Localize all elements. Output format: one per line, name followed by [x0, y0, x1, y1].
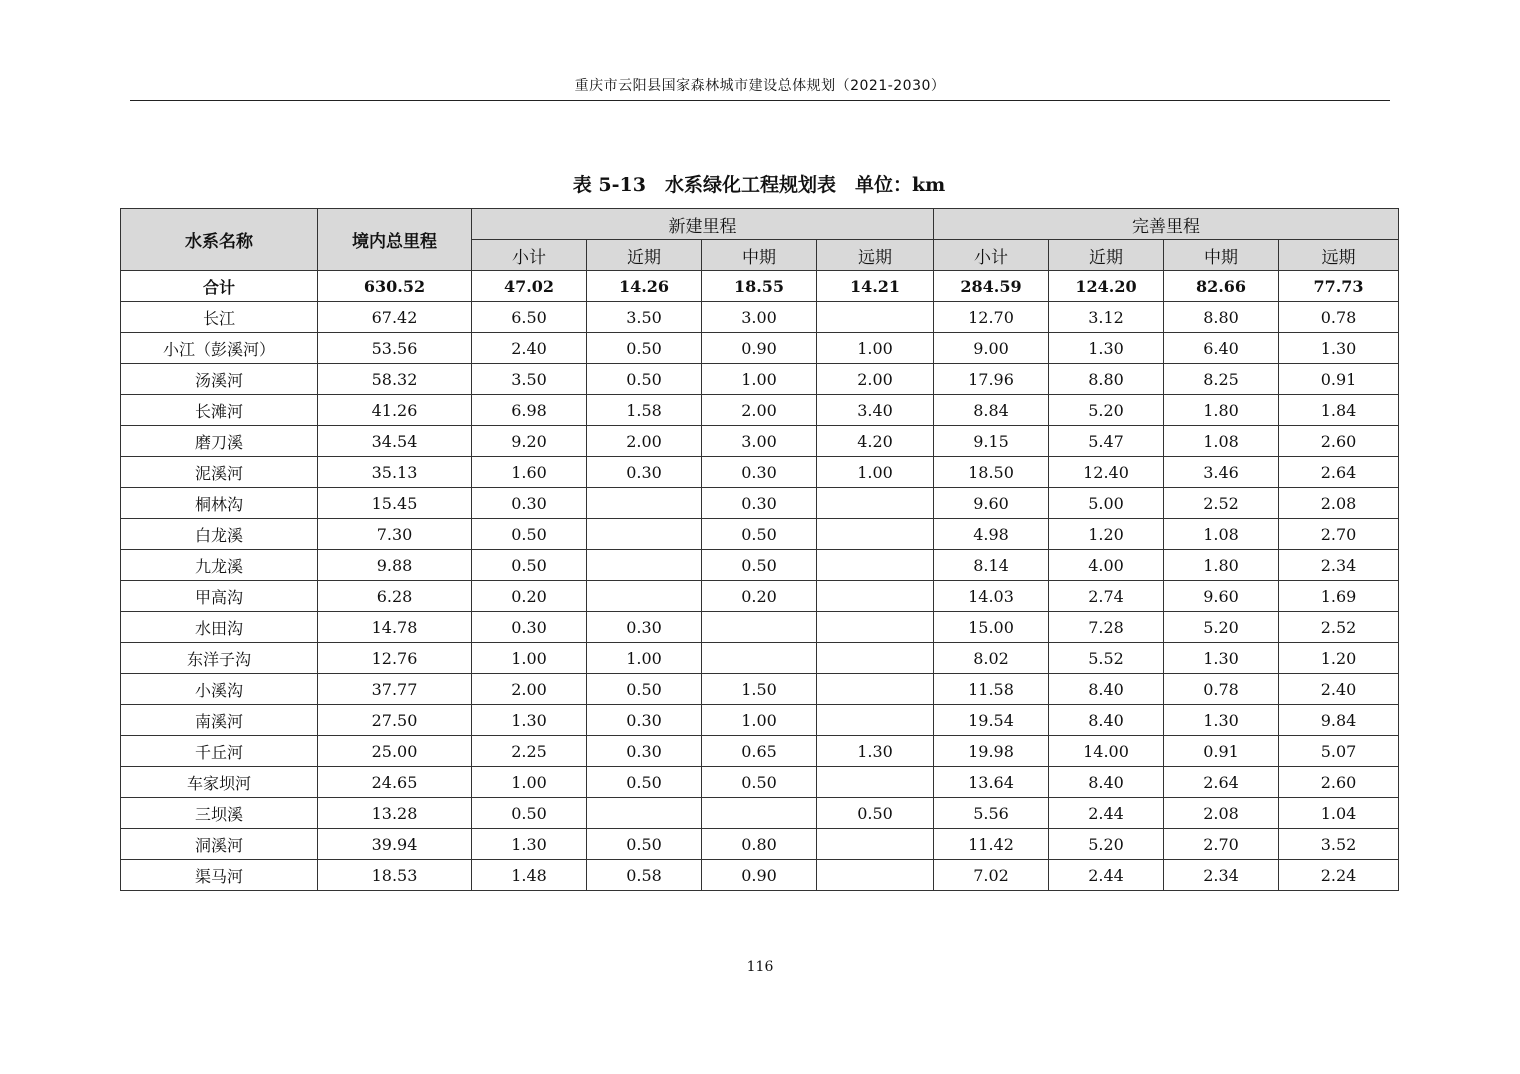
cell-improve-subtotal: 8.02 — [934, 643, 1049, 674]
cell-total-length: 630.52 — [318, 271, 472, 302]
cell-improve-short-term: 4.00 — [1049, 550, 1164, 581]
cell-total-length: 34.54 — [318, 426, 472, 457]
cell-total-length: 25.00 — [318, 736, 472, 767]
cell-new-long-term — [817, 860, 934, 891]
cell-new-mid-term: 0.90 — [702, 333, 817, 364]
table-row — [121, 736, 1399, 767]
cell-improve-short-term: 8.80 — [1049, 364, 1164, 395]
cell-new-short-term: 0.50 — [587, 333, 702, 364]
cell-improve-long-term: 2.40 — [1279, 674, 1399, 705]
cell-new-long-term — [817, 302, 934, 333]
cell-improve-long-term: 1.69 — [1279, 581, 1399, 612]
cell-improve-long-term: 77.73 — [1279, 271, 1399, 302]
cell-total-length: 15.45 — [318, 488, 472, 519]
table-row — [121, 519, 1399, 550]
cell-improve-mid-term: 1.30 — [1164, 705, 1279, 736]
cell-new-subtotal: 2.00 — [472, 674, 587, 705]
cell-new-mid-term: 0.50 — [702, 519, 817, 550]
cell-water-system-name: 车家坝河 — [121, 767, 318, 798]
cell-new-subtotal: 0.50 — [472, 550, 587, 581]
cell-improve-subtotal: 8.14 — [934, 550, 1049, 581]
cell-new-short-term: 0.58 — [587, 860, 702, 891]
cell-improve-mid-term: 1.80 — [1164, 550, 1279, 581]
cell-water-system-name: 桐林沟 — [121, 488, 318, 519]
cell-new-mid-term: 1.00 — [702, 364, 817, 395]
cell-total-length: 58.32 — [318, 364, 472, 395]
cell-new-mid-term — [702, 798, 817, 829]
table-row — [121, 674, 1399, 705]
cell-water-system-name: 合计 — [121, 271, 318, 302]
cell-improve-subtotal: 18.50 — [934, 457, 1049, 488]
cell-improve-mid-term: 1.08 — [1164, 426, 1279, 457]
table-row — [121, 705, 1399, 736]
cell-new-subtotal: 0.50 — [472, 519, 587, 550]
cell-total-length: 12.76 — [318, 643, 472, 674]
table-row — [121, 798, 1399, 829]
header-improve-long-term: 远期 — [1279, 240, 1399, 271]
cell-new-long-term — [817, 550, 934, 581]
table-row — [121, 302, 1399, 333]
table-row — [121, 426, 1399, 457]
cell-new-mid-term: 1.50 — [702, 674, 817, 705]
cell-improve-short-term: 5.00 — [1049, 488, 1164, 519]
header-new-mid-term: 中期 — [702, 240, 817, 271]
cell-improve-subtotal: 8.84 — [934, 395, 1049, 426]
cell-improve-subtotal: 9.00 — [934, 333, 1049, 364]
cell-improve-mid-term: 2.08 — [1164, 798, 1279, 829]
cell-water-system-name: 南溪河 — [121, 705, 318, 736]
cell-total-length: 41.26 — [318, 395, 472, 426]
cell-improve-long-term: 1.20 — [1279, 643, 1399, 674]
cell-new-mid-term — [702, 612, 817, 643]
cell-new-short-term: 1.00 — [587, 643, 702, 674]
cell-improve-short-term: 1.30 — [1049, 333, 1164, 364]
cell-improve-short-term: 124.20 — [1049, 271, 1164, 302]
cell-water-system-name: 千丘河 — [121, 736, 318, 767]
cell-new-short-term: 2.00 — [587, 426, 702, 457]
cell-new-long-term — [817, 767, 934, 798]
cell-improve-mid-term: 3.46 — [1164, 457, 1279, 488]
cell-new-short-term: 3.50 — [587, 302, 702, 333]
cell-improve-subtotal: 9.15 — [934, 426, 1049, 457]
cell-new-long-term — [817, 705, 934, 736]
cell-new-mid-term: 18.55 — [702, 271, 817, 302]
cell-water-system-name: 长滩河 — [121, 395, 318, 426]
cell-improve-mid-term: 6.40 — [1164, 333, 1279, 364]
cell-new-subtotal: 1.60 — [472, 457, 587, 488]
cell-improve-long-term: 2.52 — [1279, 612, 1399, 643]
cell-improve-subtotal: 19.98 — [934, 736, 1049, 767]
cell-water-system-name: 汤溪河 — [121, 364, 318, 395]
cell-new-long-term — [817, 829, 934, 860]
cell-improve-long-term: 2.60 — [1279, 426, 1399, 457]
cell-total-length: 7.30 — [318, 519, 472, 550]
cell-total-length: 6.28 — [318, 581, 472, 612]
cell-improve-subtotal: 17.96 — [934, 364, 1049, 395]
cell-improve-short-term: 2.44 — [1049, 798, 1164, 829]
cell-new-long-term: 1.00 — [817, 333, 934, 364]
cell-improve-mid-term: 8.80 — [1164, 302, 1279, 333]
cell-new-short-term: 0.50 — [587, 829, 702, 860]
table-row — [121, 333, 1399, 364]
cell-new-long-term: 3.40 — [817, 395, 934, 426]
cell-new-subtotal: 2.40 — [472, 333, 587, 364]
page-number: 116 — [746, 959, 774, 975]
cell-water-system-name: 洞溪河 — [121, 829, 318, 860]
cell-new-short-term: 0.50 — [587, 674, 702, 705]
cell-water-system-name: 九龙溪 — [121, 550, 318, 581]
cell-improve-mid-term: 2.34 — [1164, 860, 1279, 891]
cell-new-long-term — [817, 674, 934, 705]
table-row — [121, 767, 1399, 798]
cell-new-long-term: 4.20 — [817, 426, 934, 457]
cell-improve-long-term: 2.70 — [1279, 519, 1399, 550]
cell-new-mid-term: 0.30 — [702, 488, 817, 519]
header-improve-mid-term: 中期 — [1164, 240, 1279, 271]
cell-improve-long-term: 1.30 — [1279, 333, 1399, 364]
cell-new-subtotal: 1.30 — [472, 705, 587, 736]
cell-new-mid-term: 0.50 — [702, 550, 817, 581]
cell-water-system-name: 水田沟 — [121, 612, 318, 643]
cell-water-system-name: 渠马河 — [121, 860, 318, 891]
cell-improve-short-term: 8.40 — [1049, 674, 1164, 705]
cell-improve-short-term: 5.52 — [1049, 643, 1164, 674]
cell-improve-subtotal: 5.56 — [934, 798, 1049, 829]
cell-new-short-term: 0.30 — [587, 457, 702, 488]
running-header: 重庆市云阳县国家森林城市建设总体规划（2021-2030） — [130, 72, 1390, 101]
table-row — [121, 581, 1399, 612]
header-improve-short-term: 近期 — [1049, 240, 1164, 271]
cell-improve-subtotal: 12.70 — [934, 302, 1049, 333]
cell-improve-short-term: 12.40 — [1049, 457, 1164, 488]
cell-new-short-term: 0.50 — [587, 767, 702, 798]
cell-improve-long-term: 1.84 — [1279, 395, 1399, 426]
cell-new-short-term — [587, 550, 702, 581]
cell-improve-long-term: 2.60 — [1279, 767, 1399, 798]
cell-water-system-name: 磨刀溪 — [121, 426, 318, 457]
cell-improve-long-term: 2.24 — [1279, 860, 1399, 891]
cell-improve-short-term: 2.74 — [1049, 581, 1164, 612]
table-body — [121, 271, 1399, 891]
cell-total-length: 37.77 — [318, 674, 472, 705]
cell-total-length: 24.65 — [318, 767, 472, 798]
cell-total-length: 39.94 — [318, 829, 472, 860]
header-new-long-term: 远期 — [817, 240, 934, 271]
cell-improve-short-term: 5.20 — [1049, 395, 1164, 426]
cell-improve-mid-term: 2.70 — [1164, 829, 1279, 860]
cell-improve-subtotal: 15.00 — [934, 612, 1049, 643]
cell-improve-mid-term: 0.78 — [1164, 674, 1279, 705]
cell-total-length: 13.28 — [318, 798, 472, 829]
cell-total-length: 35.13 — [318, 457, 472, 488]
cell-water-system-name: 白龙溪 — [121, 519, 318, 550]
cell-new-short-term — [587, 798, 702, 829]
cell-new-subtotal: 0.30 — [472, 488, 587, 519]
header-total-length: 境内总里程 — [318, 209, 472, 271]
cell-improve-long-term: 1.04 — [1279, 798, 1399, 829]
cell-total-length: 53.56 — [318, 333, 472, 364]
header-row-group — [121, 209, 1399, 240]
cell-new-short-term: 0.30 — [587, 705, 702, 736]
table-row — [121, 364, 1399, 395]
table-row — [121, 612, 1399, 643]
cell-improve-mid-term: 1.80 — [1164, 395, 1279, 426]
cell-improve-mid-term: 2.64 — [1164, 767, 1279, 798]
cell-water-system-name: 小江（彭溪河） — [121, 333, 318, 364]
cell-improve-short-term: 7.28 — [1049, 612, 1164, 643]
cell-water-system-name: 三坝溪 — [121, 798, 318, 829]
cell-new-mid-term: 0.20 — [702, 581, 817, 612]
cell-new-short-term — [587, 488, 702, 519]
cell-water-system-name: 长江 — [121, 302, 318, 333]
cell-water-system-name: 小溪沟 — [121, 674, 318, 705]
cell-new-mid-term: 0.80 — [702, 829, 817, 860]
cell-new-long-term: 2.00 — [817, 364, 934, 395]
cell-new-long-term — [817, 612, 934, 643]
cell-improve-mid-term: 0.91 — [1164, 736, 1279, 767]
cell-water-system-name: 甲高沟 — [121, 581, 318, 612]
cell-new-short-term: 0.50 — [587, 364, 702, 395]
cell-new-subtotal: 6.98 — [472, 395, 587, 426]
cell-new-subtotal: 0.20 — [472, 581, 587, 612]
table-row — [121, 643, 1399, 674]
cell-improve-long-term: 2.08 — [1279, 488, 1399, 519]
cell-new-short-term — [587, 581, 702, 612]
cell-improve-subtotal: 13.64 — [934, 767, 1049, 798]
cell-improve-short-term: 14.00 — [1049, 736, 1164, 767]
table-head — [121, 209, 1399, 271]
cell-new-mid-term: 0.65 — [702, 736, 817, 767]
cell-improve-mid-term: 82.66 — [1164, 271, 1279, 302]
cell-improve-long-term: 2.64 — [1279, 457, 1399, 488]
cell-improve-short-term: 2.44 — [1049, 860, 1164, 891]
cell-improve-mid-term: 2.52 — [1164, 488, 1279, 519]
cell-new-short-term: 14.26 — [587, 271, 702, 302]
table-row — [121, 829, 1399, 860]
cell-new-subtotal: 1.30 — [472, 829, 587, 860]
cell-new-long-term — [817, 581, 934, 612]
cell-new-mid-term: 0.50 — [702, 767, 817, 798]
header-new-short-term: 近期 — [587, 240, 702, 271]
cell-improve-subtotal: 11.42 — [934, 829, 1049, 860]
cell-improve-subtotal: 4.98 — [934, 519, 1049, 550]
cell-improve-subtotal: 7.02 — [934, 860, 1049, 891]
cell-new-subtotal: 1.00 — [472, 643, 587, 674]
cell-total-length: 67.42 — [318, 302, 472, 333]
cell-total-length: 27.50 — [318, 705, 472, 736]
cell-new-long-term — [817, 643, 934, 674]
table-row — [121, 395, 1399, 426]
cell-improve-long-term: 9.84 — [1279, 705, 1399, 736]
cell-improve-subtotal: 11.58 — [934, 674, 1049, 705]
table-caption: 表 5-13 水系绿化工程规划表 单位：km — [572, 174, 946, 196]
cell-new-subtotal: 9.20 — [472, 426, 587, 457]
cell-water-system-name: 东洋子沟 — [121, 643, 318, 674]
cell-new-mid-term: 0.90 — [702, 860, 817, 891]
header-water-system-name: 水系名称 — [121, 209, 318, 271]
cell-new-long-term — [817, 488, 934, 519]
cell-total-length: 18.53 — [318, 860, 472, 891]
cell-total-length: 9.88 — [318, 550, 472, 581]
cell-new-long-term: 1.00 — [817, 457, 934, 488]
cell-improve-subtotal: 14.03 — [934, 581, 1049, 612]
cell-improve-subtotal: 284.59 — [934, 271, 1049, 302]
cell-new-subtotal: 0.50 — [472, 798, 587, 829]
cell-new-subtotal: 1.00 — [472, 767, 587, 798]
cell-improve-long-term: 0.78 — [1279, 302, 1399, 333]
cell-improve-mid-term: 9.60 — [1164, 581, 1279, 612]
cell-new-subtotal: 0.30 — [472, 612, 587, 643]
cell-improve-short-term: 1.20 — [1049, 519, 1164, 550]
cell-new-short-term: 0.30 — [587, 612, 702, 643]
cell-improve-mid-term: 1.08 — [1164, 519, 1279, 550]
cell-new-mid-term — [702, 643, 817, 674]
cell-improve-subtotal: 9.60 — [934, 488, 1049, 519]
cell-improve-long-term: 3.52 — [1279, 829, 1399, 860]
cell-water-system-name: 泥溪河 — [121, 457, 318, 488]
cell-improve-long-term: 5.07 — [1279, 736, 1399, 767]
header-new-subtotal: 小计 — [472, 240, 587, 271]
cell-new-long-term — [817, 519, 934, 550]
total-row — [121, 271, 1399, 302]
table-row — [121, 457, 1399, 488]
header-improve-subtotal: 小计 — [934, 240, 1049, 271]
cell-improve-short-term: 3.12 — [1049, 302, 1164, 333]
cell-total-length: 14.78 — [318, 612, 472, 643]
cell-new-mid-term: 3.00 — [702, 426, 817, 457]
cell-new-mid-term: 1.00 — [702, 705, 817, 736]
cell-new-mid-term: 2.00 — [702, 395, 817, 426]
cell-new-subtotal: 2.25 — [472, 736, 587, 767]
cell-improve-mid-term: 1.30 — [1164, 643, 1279, 674]
cell-new-short-term: 0.30 — [587, 736, 702, 767]
cell-new-short-term — [587, 519, 702, 550]
cell-new-long-term: 0.50 — [817, 798, 934, 829]
cell-new-mid-term: 3.00 — [702, 302, 817, 333]
cell-new-long-term: 1.30 — [817, 736, 934, 767]
table-row — [121, 550, 1399, 581]
cell-new-long-term: 14.21 — [817, 271, 934, 302]
cell-improve-long-term: 2.34 — [1279, 550, 1399, 581]
cell-new-subtotal: 47.02 — [472, 271, 587, 302]
cell-improve-short-term: 8.40 — [1049, 767, 1164, 798]
cell-improve-short-term: 5.20 — [1049, 829, 1164, 860]
cell-improve-subtotal: 19.54 — [934, 705, 1049, 736]
cell-improve-short-term: 8.40 — [1049, 705, 1164, 736]
cell-new-subtotal: 3.50 — [472, 364, 587, 395]
cell-improve-mid-term: 5.20 — [1164, 612, 1279, 643]
cell-improve-short-term: 5.47 — [1049, 426, 1164, 457]
water-greening-table — [120, 208, 1399, 891]
header-new-length-group: 新建里程 — [472, 209, 934, 240]
cell-new-subtotal: 6.50 — [472, 302, 587, 333]
table-row — [121, 860, 1399, 891]
cell-new-short-term: 1.58 — [587, 395, 702, 426]
cell-new-subtotal: 1.48 — [472, 860, 587, 891]
table-row — [121, 488, 1399, 519]
cell-improve-mid-term: 8.25 — [1164, 364, 1279, 395]
cell-new-mid-term: 0.30 — [702, 457, 817, 488]
header-improve-length-group: 完善里程 — [934, 209, 1399, 240]
cell-improve-long-term: 0.91 — [1279, 364, 1399, 395]
